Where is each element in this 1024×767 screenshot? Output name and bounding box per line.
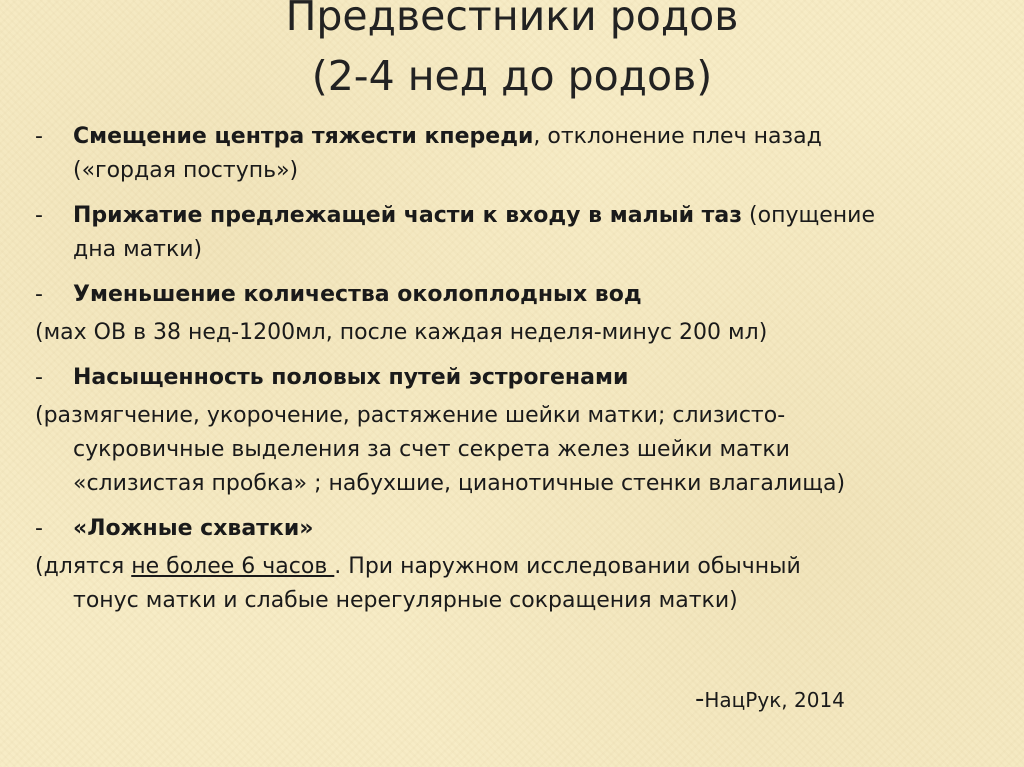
note-suffix: . При наружном исследовании обычный [334,554,801,579]
bullet-item-5 [35,512,995,546]
slide-title [0,0,1024,106]
bullet-dash: - [35,516,43,541]
bullet-heading: Смещение центра тяжести кпереди [73,124,534,149]
source-citation [695,684,845,715]
bullet-dash: - [35,365,43,390]
bullet-note-3 [35,316,995,350]
note-text: (мах ОВ в 38 нед-1200мл, после каждая неделя-минус 200 мл) [35,320,768,345]
title-line-2: (2-4 нед до родов) [311,52,713,100]
bullet-heading: «Ложные схватки» [73,516,314,541]
bullet-item-3 [35,278,995,312]
source-text: НацРук, 2014 [704,688,845,712]
bullet-text: , отклонение плеч назад [533,124,822,149]
bullet-item-4 [35,361,995,395]
bullet-text-continued: («гордая поступь») [73,158,299,183]
bullet-item-1 [35,120,995,188]
source-dash: - [695,684,705,714]
bullet-heading: Прижатие предлежащей части к входу в малый таз [73,203,743,228]
bullet-heading: Уменьшение количества околоплодных вод [73,282,642,307]
note-underlined: не более 6 часов [131,554,335,579]
note-line-1: (размягчение, укорочение, растяжение шейки матки; слизисто- [35,403,786,428]
bullet-note-5 [35,550,995,618]
bullet-text: (опущение [742,203,875,228]
note-line-2: сукровичные выделения за счет секрета желез шейки матки [73,437,790,462]
note-line-2: тонус матки и слабые нерегулярные сокращения матки) [73,588,738,613]
bullet-note-4 [35,399,995,501]
note-line-3: «слизистая пробка» ; набухшие, цианотичные стенки влагалища) [73,471,846,496]
bullet-dash: - [35,203,43,228]
bullet-text-continued: дна матки) [73,237,203,262]
bullet-heading: Насыщенность половых путей эстрогенами [73,365,629,390]
bullet-item-2 [35,199,995,267]
bullet-dash: - [35,124,43,149]
bullet-dash: - [35,282,43,307]
title-line-1: Предвестники родов [285,0,739,40]
slide-content [35,120,995,629]
note-prefix: (длятся [35,554,132,579]
